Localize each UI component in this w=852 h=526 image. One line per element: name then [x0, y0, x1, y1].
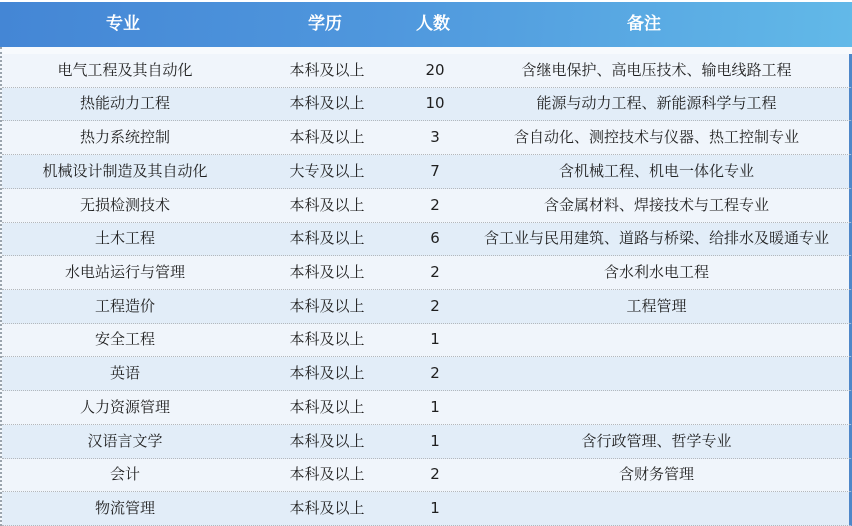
column-header-note: 备注 — [627, 13, 661, 34]
note-cell: 含继电保护、高电压技术、输电线路工程 — [521, 60, 792, 79]
major-cell: 物流管理 — [94, 499, 155, 518]
table-body-wrap — [0, 47, 852, 526]
education-cell: 本科及以上 — [289, 330, 365, 349]
major-cell: 机械设计制造及其自动化 — [42, 161, 208, 180]
count-cell: 1 — [430, 397, 440, 416]
major-cell: 热能动力工程 — [79, 94, 170, 113]
education-cell: 本科及以上 — [289, 94, 365, 113]
education-cell: 本科及以上 — [289, 296, 365, 315]
note-cell: 含财务管理 — [618, 465, 694, 484]
count-cell: 2 — [430, 296, 440, 315]
column-header-education: 学历 — [308, 13, 342, 34]
education-cell: 本科及以上 — [289, 499, 365, 518]
count-cell: 10 — [425, 94, 445, 113]
major-cell: 电气工程及其自动化 — [57, 60, 193, 79]
count-cell: 2 — [430, 364, 440, 383]
table-row — [2, 391, 852, 425]
education-cell: 本科及以上 — [289, 128, 365, 147]
major-cell: 无损检测技术 — [79, 195, 170, 214]
table-row — [2, 189, 852, 223]
note-cell: 含行政管理、哲学专业 — [581, 431, 732, 450]
note-cell: 含工业与民用建筑、道路与桥梁、给排水及暖通专业 — [483, 229, 829, 248]
education-cell: 本科及以上 — [289, 195, 365, 214]
education-cell: 本科及以上 — [289, 263, 365, 282]
count-cell: 2 — [430, 263, 440, 282]
note-cell: 能源与动力工程、新能源科学与工程 — [536, 94, 777, 113]
table-body — [2, 54, 852, 526]
column-header-major: 专业 — [106, 13, 140, 34]
education-cell: 本科及以上 — [289, 229, 365, 248]
table-row — [2, 425, 852, 459]
table-row — [2, 459, 852, 493]
count-cell: 1 — [430, 330, 440, 349]
major-cell: 水电站运行与管理 — [64, 263, 185, 282]
education-cell: 本科及以上 — [289, 364, 365, 383]
major-cell: 安全工程 — [94, 330, 155, 349]
column-header-count: 人数 — [416, 13, 450, 34]
count-cell: 7 — [430, 161, 440, 180]
major-cell: 热力系统控制 — [79, 128, 170, 147]
table-row — [2, 324, 852, 358]
education-cell: 本科及以上 — [289, 60, 365, 79]
education-cell: 本科及以上 — [289, 465, 365, 484]
major-cell: 英语 — [109, 364, 140, 383]
count-cell: 1 — [430, 499, 440, 518]
table-row — [2, 492, 852, 526]
table-row — [2, 88, 852, 122]
note-cell: 含金属材料、焊接技术与工程专业 — [543, 195, 769, 214]
count-cell: 2 — [430, 465, 440, 484]
header-body-gap — [2, 47, 852, 54]
count-cell: 2 — [430, 195, 440, 214]
education-cell: 本科及以上 — [289, 397, 365, 416]
table-row — [2, 223, 852, 257]
table-row — [2, 290, 852, 324]
note-cell: 含自动化、测控技术与仪器、热工控制专业 — [513, 128, 799, 147]
major-cell: 工程造价 — [94, 296, 155, 315]
note-cell: 含机械工程、机电一体化专业 — [558, 161, 754, 180]
count-cell: 6 — [430, 229, 440, 248]
table-header-row — [0, 2, 852, 47]
major-cell: 汉语言文学 — [87, 431, 163, 450]
major-cell: 会计 — [109, 465, 140, 484]
count-cell: 3 — [430, 128, 440, 147]
count-cell: 1 — [430, 431, 440, 450]
table-row — [2, 54, 852, 88]
major-cell: 人力资源管理 — [79, 397, 170, 416]
table-row — [2, 155, 852, 189]
education-cell: 本科及以上 — [289, 431, 365, 450]
major-cell: 土木工程 — [94, 229, 155, 248]
count-cell: 20 — [425, 60, 445, 79]
table-row — [2, 357, 852, 391]
table-row — [2, 121, 852, 155]
table-row — [2, 256, 852, 290]
note-cell: 工程管理 — [626, 296, 687, 315]
education-cell: 大专及以上 — [289, 161, 365, 180]
note-cell: 含水利水电工程 — [603, 263, 709, 282]
